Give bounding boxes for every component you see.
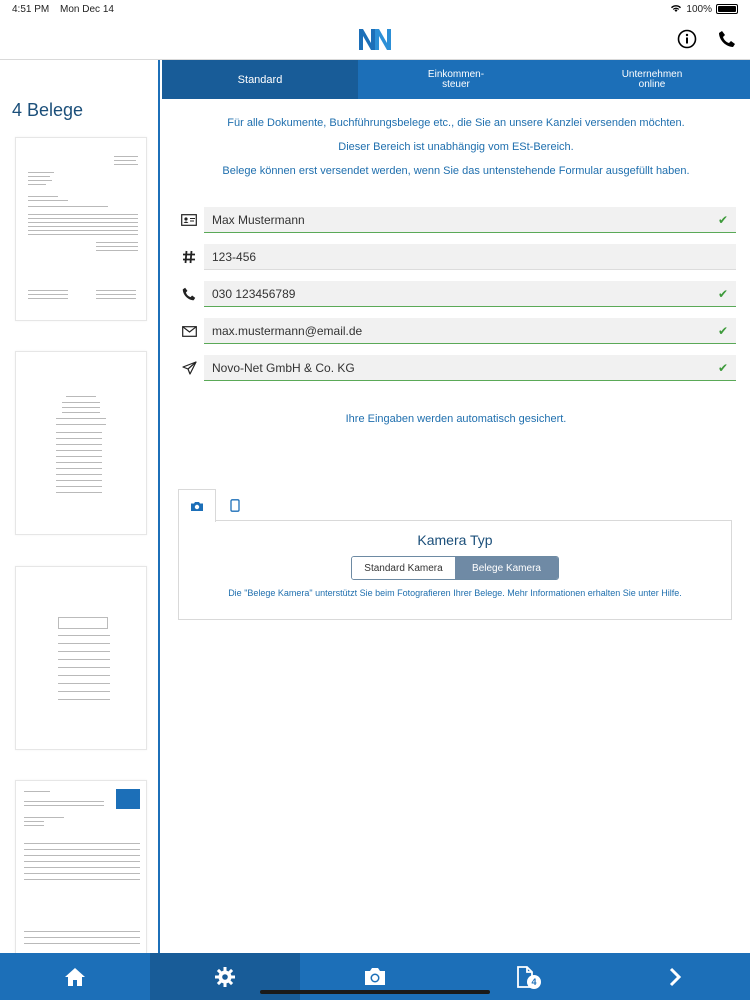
status-date: Mon Dec 14 bbox=[60, 3, 114, 15]
intro-line: Für alle Dokumente, Buchführungsbelege etc., die Sie an unsere Kanzlei versenden möchten. bbox=[227, 117, 685, 129]
main-content bbox=[162, 99, 750, 953]
receipts-count-title: 4 Belege bbox=[12, 100, 84, 120]
intro-text bbox=[162, 117, 750, 177]
name-field[interactable]: Max Mustermann ✔ bbox=[204, 207, 736, 233]
receipt-thumbnail[interactable] bbox=[15, 780, 147, 953]
camera-type-switch bbox=[351, 556, 559, 580]
chevron-right-icon bbox=[668, 967, 682, 987]
intro-line: Dieser Bereich ist unabhängig vom ESt-Bereich. bbox=[338, 141, 574, 153]
hash-icon bbox=[178, 246, 200, 268]
next-button[interactable] bbox=[600, 953, 750, 1000]
status-bar bbox=[0, 0, 750, 18]
envelope-icon bbox=[178, 320, 200, 342]
camera-icon bbox=[363, 967, 387, 986]
documents-count-badge: 4 bbox=[527, 975, 541, 989]
app-logo bbox=[358, 27, 392, 51]
send-icon bbox=[178, 357, 200, 379]
tab-unternehmen-online[interactable]: Unternehmen online bbox=[621, 68, 683, 90]
phone-icon[interactable] bbox=[716, 28, 738, 50]
contact-form bbox=[162, 207, 750, 381]
check-icon: ✔ bbox=[717, 360, 728, 375]
home-icon bbox=[64, 967, 86, 987]
section-tabs bbox=[162, 60, 750, 99]
phone-field[interactable]: 030 123456789 ✔ bbox=[204, 281, 736, 307]
tablet-icon bbox=[230, 499, 240, 512]
info-icon[interactable] bbox=[676, 28, 698, 50]
receipt-thumbnail[interactable] bbox=[15, 137, 147, 321]
camera-hint: Die "Belege Kamera" unterstützt Sie beim Fotografieren Ihrer Belege. Mehr Informationen erhalten Sie unter Hilfe. bbox=[228, 588, 682, 598]
battery-icon bbox=[716, 4, 738, 14]
home-indicator bbox=[260, 990, 490, 994]
check-icon: ✔ bbox=[717, 212, 728, 227]
camera-panel bbox=[178, 489, 732, 621]
status-time: 4:51 PM bbox=[12, 3, 50, 15]
app-header bbox=[0, 18, 750, 60]
receipt-thumbnail[interactable] bbox=[15, 566, 147, 750]
home-button[interactable] bbox=[0, 953, 150, 1000]
camera-type-title: Kamera Typ bbox=[417, 532, 493, 548]
standard-camera-option[interactable]: Standard Kamera bbox=[352, 557, 455, 579]
intro-line: Belege können erst versendet werden, wenn Sie das untenstehende Formular ausgefüllt haben. bbox=[222, 165, 690, 177]
tablet-tab[interactable] bbox=[216, 489, 254, 521]
phone-icon bbox=[178, 283, 200, 305]
battery-percent: 100% bbox=[686, 3, 712, 15]
gear-icon bbox=[214, 966, 236, 988]
tab-einkommensteuer[interactable]: Einkommen- steuer bbox=[427, 68, 485, 90]
id-card-icon bbox=[178, 209, 200, 231]
camera-icon bbox=[190, 501, 204, 512]
check-icon: ✔ bbox=[717, 286, 728, 301]
belege-camera-option[interactable]: Belege Kamera bbox=[455, 557, 558, 579]
receipts-sidebar bbox=[0, 60, 160, 953]
company-field[interactable]: Novo-Net GmbH & Co. KG ✔ bbox=[204, 355, 736, 381]
camera-tab[interactable] bbox=[178, 489, 216, 522]
tab-standard[interactable]: Standard bbox=[162, 60, 358, 99]
autosave-notice: Ihre Eingaben werden automatisch gesichert. bbox=[345, 413, 567, 425]
email-field[interactable]: max.mustermann@email.de ✔ bbox=[204, 318, 736, 344]
wifi-icon bbox=[670, 3, 682, 16]
client-number-field[interactable]: 123-456 bbox=[204, 244, 736, 270]
check-icon: ✔ bbox=[717, 323, 728, 338]
receipt-thumbnail[interactable] bbox=[15, 351, 147, 535]
camera-type-box bbox=[178, 520, 732, 620]
